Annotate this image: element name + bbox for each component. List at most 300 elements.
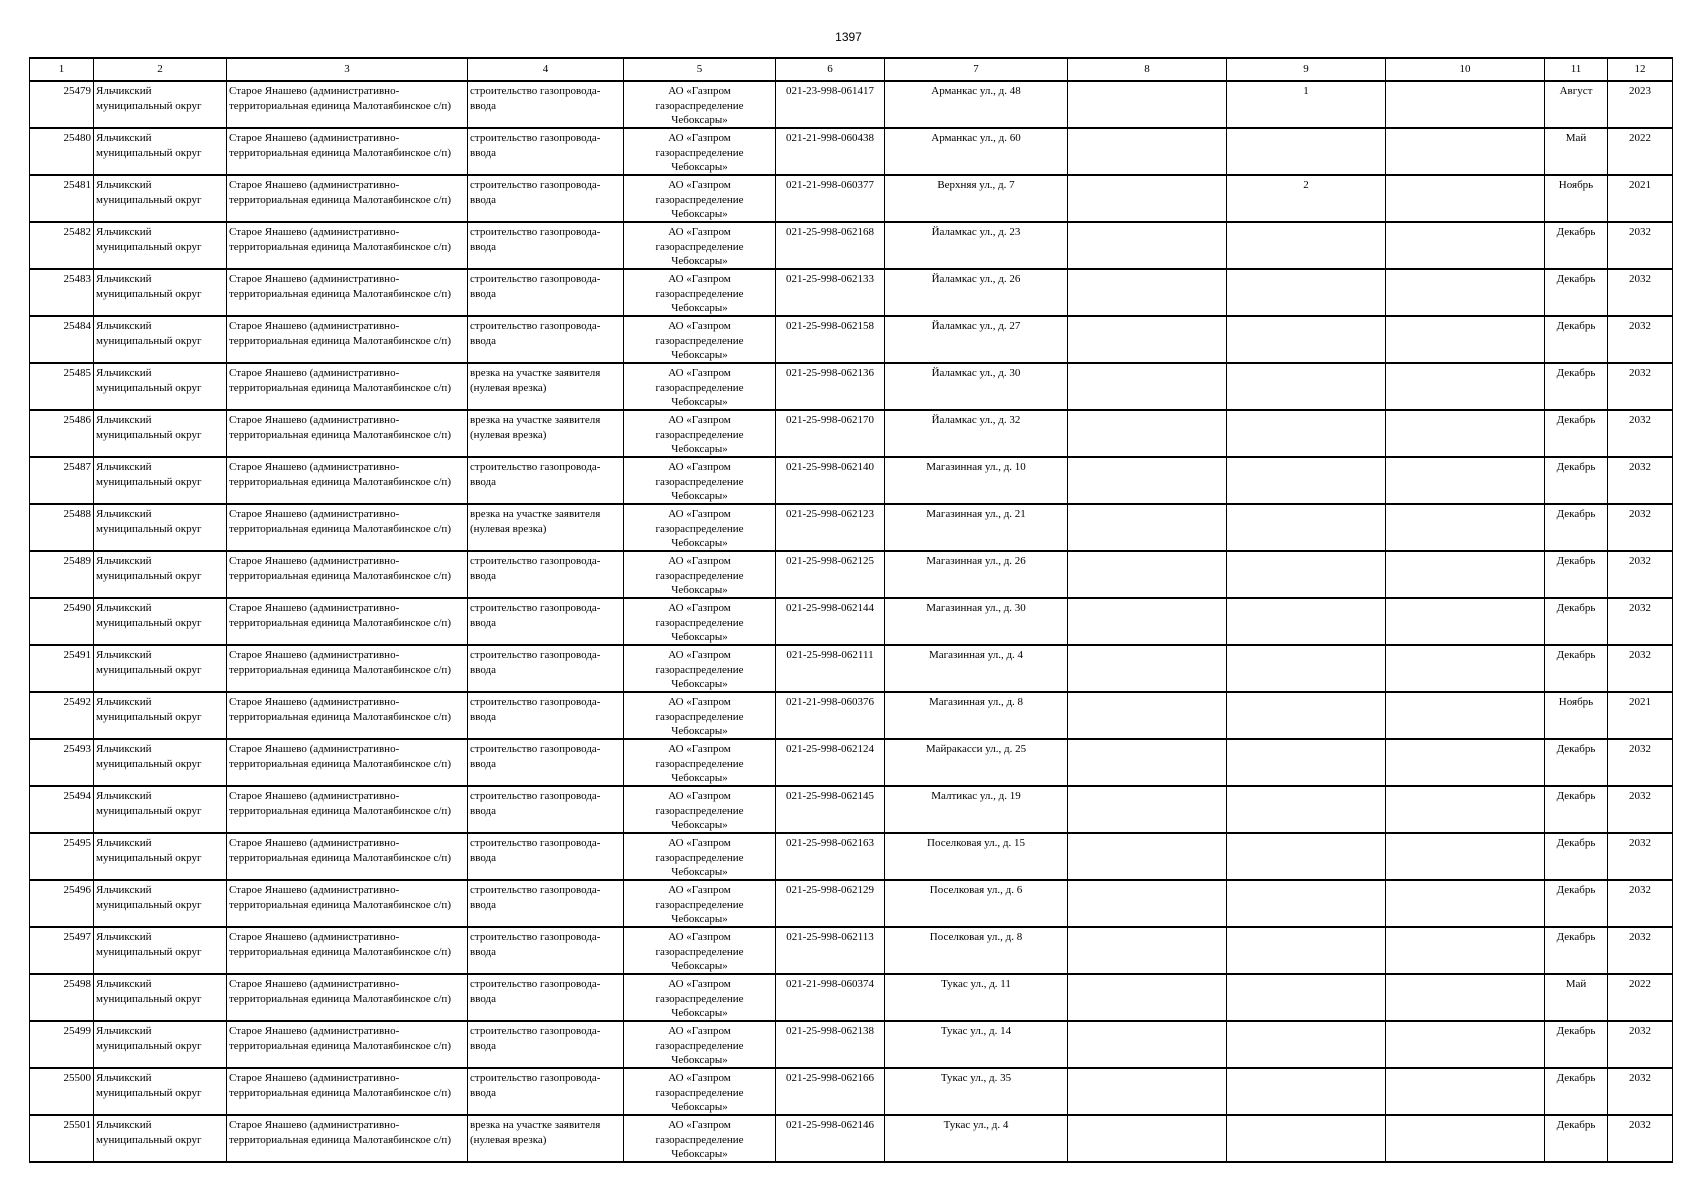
organization-cell-text: АО «Газпром газораспределение Чебоксары» (655, 414, 744, 455)
table-header (30, 58, 1673, 81)
district-cell (94, 504, 227, 551)
district-cell-text: Яльчикский муниципальный округ (96, 978, 202, 1005)
column-9-cell-text (1229, 836, 1383, 879)
locality-cell-text: Старое Янашево (административно-территориальная единица Малотаябинское с/п) (229, 179, 451, 206)
table-row (30, 363, 1673, 410)
month-cell-text: Декабрь (1556, 273, 1596, 285)
row-number-text: 25494 (63, 790, 91, 802)
row-number-text: 25487 (63, 461, 91, 473)
column-10-cell (1386, 316, 1545, 363)
column-10-cell-text (1388, 789, 1542, 832)
column-9-cell-text (1229, 366, 1383, 409)
row-number (30, 598, 94, 645)
address-cell-text: Арманкас ул., д. 60 (931, 132, 1021, 144)
work-type-cell (468, 551, 624, 598)
column-9-cell (1227, 363, 1386, 410)
month-cell (1545, 175, 1608, 222)
row-number-text: 25481 (63, 179, 91, 191)
district-cell (94, 128, 227, 175)
column-10-cell (1386, 410, 1545, 457)
column-8-cell (1068, 222, 1227, 269)
column-10-cell-text (1388, 460, 1542, 503)
year-cell-text: 2021 (1629, 179, 1651, 191)
work-type-cell (468, 833, 624, 880)
address-cell-text: Поселковая ул., д. 8 (929, 931, 1023, 943)
year-cell-text: 2022 (1629, 978, 1651, 990)
locality-cell (227, 363, 468, 410)
object-code-cell-text: 021-25-998-062136 (786, 367, 874, 379)
column-8-cell (1068, 833, 1227, 880)
column-8-cell-text (1070, 319, 1224, 362)
row-number-text: 25492 (63, 696, 91, 708)
column-10-cell-text (1388, 1024, 1542, 1067)
object-code-cell (776, 598, 885, 645)
column-8-cell-text (1070, 1024, 1224, 1067)
work-type-cell (468, 974, 624, 1021)
object-code-cell (776, 316, 885, 363)
column-header-9: 9 (1227, 58, 1386, 81)
district-cell (94, 175, 227, 222)
work-type-cell-text: строительство газопровода-ввода (470, 696, 601, 723)
work-type-cell (468, 645, 624, 692)
work-type-cell-text: врезка на участке заявителя (нулевая врезка) (470, 508, 601, 535)
row-number (30, 269, 94, 316)
row-number-text: 25499 (63, 1025, 91, 1037)
address-cell (885, 551, 1068, 598)
address-cell (885, 833, 1068, 880)
organization-cell-text: АО «Газпром газораспределение Чебоксары» (655, 85, 744, 126)
object-code-cell (776, 457, 885, 504)
object-code-cell (776, 692, 885, 739)
object-code-cell (776, 1021, 885, 1068)
column-10-cell (1386, 1068, 1545, 1115)
column-8-cell (1068, 974, 1227, 1021)
row-number (30, 363, 94, 410)
month-cell-text: Декабрь (1556, 743, 1596, 755)
table-row (30, 598, 1673, 645)
district-cell-text: Яльчикский муниципальный округ (96, 837, 202, 864)
column-9-cell-text (1229, 460, 1383, 503)
year-cell (1608, 974, 1673, 1021)
month-cell-text: Декабрь (1556, 414, 1596, 426)
year-cell (1608, 880, 1673, 927)
year-cell-text: 2032 (1629, 743, 1651, 755)
address-cell (885, 81, 1068, 128)
locality-cell-text: Старое Янашево (административно-территориальная единица Малотаябинское с/п) (229, 367, 451, 394)
column-8-cell (1068, 410, 1227, 457)
column-8-cell-text (1070, 84, 1224, 127)
district-cell-text: Яльчикский муниципальный округ (96, 320, 202, 347)
month-cell (1545, 551, 1608, 598)
column-10-cell (1386, 457, 1545, 504)
organization-cell (624, 974, 776, 1021)
district-cell-text: Яльчикский муниципальный округ (96, 649, 202, 676)
row-number (30, 880, 94, 927)
object-code-cell (776, 739, 885, 786)
address-cell (885, 457, 1068, 504)
work-type-cell-text: строительство газопровода-ввода (470, 602, 601, 629)
locality-cell-text: Старое Янашево (административно-территориальная единица Малотаябинское с/п) (229, 978, 451, 1005)
object-code-cell-text: 021-21-998-060438 (786, 132, 874, 144)
organization-cell-text: АО «Газпром газораспределение Чебоксары» (655, 743, 744, 784)
organization-cell (624, 457, 776, 504)
district-cell-text: Яльчикский муниципальный округ (96, 508, 202, 535)
locality-cell-text: Старое Янашево (административно-территориальная единица Малотаябинское с/п) (229, 649, 451, 676)
column-9-cell (1227, 1068, 1386, 1115)
column-8-cell-text (1070, 742, 1224, 785)
column-9-cell-text (1229, 225, 1383, 268)
organization-cell (624, 551, 776, 598)
column-10-cell (1386, 1021, 1545, 1068)
column-9-cell-text (1229, 789, 1383, 832)
table-row (30, 880, 1673, 927)
district-cell-text: Яльчикский муниципальный округ (96, 132, 202, 159)
address-cell-text: Магазинная ул., д. 21 (926, 508, 1026, 520)
object-code-cell-text: 021-25-998-062124 (786, 743, 874, 755)
work-type-cell (468, 269, 624, 316)
column-9-cell (1227, 974, 1386, 1021)
month-cell-text: Декабрь (1556, 461, 1596, 473)
column-9-cell (1227, 410, 1386, 457)
work-type-cell (468, 739, 624, 786)
address-cell (885, 974, 1068, 1021)
column-8-cell-text (1070, 836, 1224, 879)
object-code-cell-text: 021-25-998-062158 (786, 320, 874, 332)
row-number-text: 25496 (63, 884, 91, 896)
address-cell (885, 363, 1068, 410)
organization-cell (624, 175, 776, 222)
object-code-cell-text: 021-25-998-062129 (786, 884, 874, 896)
district-cell-text: Яльчикский муниципальный округ (96, 461, 202, 488)
year-cell (1608, 927, 1673, 974)
table-row (30, 1021, 1673, 1068)
table-row (30, 1068, 1673, 1115)
year-cell-text: 2032 (1629, 790, 1651, 802)
work-type-cell-text: строительство газопровода-ввода (470, 320, 601, 347)
address-cell (885, 786, 1068, 833)
object-code-cell (776, 269, 885, 316)
column-9-cell-text (1229, 601, 1383, 644)
row-number (30, 222, 94, 269)
organization-cell-text: АО «Газпром газораспределение Чебоксары» (655, 649, 744, 690)
year-cell-text: 2023 (1629, 85, 1651, 97)
column-8-cell (1068, 269, 1227, 316)
column-9-cell (1227, 880, 1386, 927)
object-code-cell-text: 021-23-998-061417 (786, 85, 874, 97)
column-10-cell-text (1388, 554, 1542, 597)
district-cell (94, 598, 227, 645)
table-row (30, 410, 1673, 457)
district-cell (94, 222, 227, 269)
district-cell-text: Яльчикский муниципальный округ (96, 226, 202, 253)
column-8-cell (1068, 175, 1227, 222)
column-8-cell (1068, 316, 1227, 363)
table-row (30, 457, 1673, 504)
work-type-cell-text: строительство газопровода-ввода (470, 226, 601, 253)
column-8-cell (1068, 598, 1227, 645)
year-cell-text: 2032 (1629, 884, 1651, 896)
locality-cell-text: Старое Янашево (административно-территориальная единица Малотаябинское с/п) (229, 1025, 451, 1052)
district-cell (94, 974, 227, 1021)
row-number (30, 927, 94, 974)
district-cell (94, 551, 227, 598)
object-code-cell-text: 021-21-998-060374 (786, 978, 874, 990)
organization-cell (624, 410, 776, 457)
month-cell (1545, 1068, 1608, 1115)
district-cell-text: Яльчикский муниципальный округ (96, 602, 202, 629)
row-number-text: 25486 (63, 414, 91, 426)
row-number (30, 81, 94, 128)
page-number: 1397 (835, 30, 862, 44)
address-cell (885, 175, 1068, 222)
column-8-cell (1068, 880, 1227, 927)
year-cell (1608, 1068, 1673, 1115)
row-number-text: 25493 (63, 743, 91, 755)
row-number (30, 128, 94, 175)
column-10-cell-text (1388, 977, 1542, 1020)
address-cell (885, 927, 1068, 974)
year-cell-text: 2032 (1629, 1072, 1651, 1084)
column-10-cell-text (1388, 695, 1542, 738)
year-cell (1608, 739, 1673, 786)
object-code-cell-text: 021-25-998-062168 (786, 226, 874, 238)
row-number-text: 25497 (63, 931, 91, 943)
month-cell-text: Декабрь (1556, 226, 1596, 238)
column-8-cell-text (1070, 601, 1224, 644)
year-cell (1608, 410, 1673, 457)
column-9-cell-text: 2 (1303, 179, 1309, 191)
locality-cell-text: Старое Янашево (административно-территориальная единица Малотаябинское с/п) (229, 931, 451, 958)
organization-cell (624, 269, 776, 316)
district-cell-text: Яльчикский муниципальный округ (96, 696, 202, 723)
address-cell (885, 739, 1068, 786)
district-cell (94, 410, 227, 457)
object-code-cell-text: 021-25-998-062138 (786, 1025, 874, 1037)
organization-cell (624, 128, 776, 175)
row-number (30, 410, 94, 457)
month-cell (1545, 222, 1608, 269)
organization-cell-text: АО «Газпром газораспределение Чебоксары» (655, 273, 744, 314)
column-8-cell (1068, 739, 1227, 786)
column-9-cell (1227, 504, 1386, 551)
column-8-cell-text (1070, 131, 1224, 174)
locality-cell-text: Старое Янашево (административно-территориальная единица Малотаябинское с/п) (229, 555, 451, 582)
month-cell-text: Август (1559, 85, 1593, 97)
locality-cell (227, 739, 468, 786)
column-10-cell (1386, 175, 1545, 222)
column-10-cell (1386, 974, 1545, 1021)
year-cell (1608, 175, 1673, 222)
column-8-cell (1068, 786, 1227, 833)
year-cell-text: 2032 (1629, 602, 1651, 614)
locality-cell-text: Старое Янашево (административно-территориальная единица Малотаябинское с/п) (229, 884, 451, 911)
organization-cell-text: АО «Газпром газораспределение Чебоксары» (655, 320, 744, 361)
address-cell-text: Йаламкас ул., д. 32 (931, 414, 1021, 426)
column-8-cell (1068, 457, 1227, 504)
work-type-cell-text: строительство газопровода-ввода (470, 85, 601, 112)
year-cell-text: 2032 (1629, 414, 1651, 426)
row-number (30, 739, 94, 786)
column-8-cell (1068, 81, 1227, 128)
column-9-cell (1227, 598, 1386, 645)
month-cell-text: Декабрь (1556, 367, 1596, 379)
month-cell-text: Май (1565, 132, 1587, 144)
address-cell (885, 645, 1068, 692)
column-10-cell-text (1388, 1118, 1542, 1161)
locality-cell (227, 692, 468, 739)
address-cell-text: Йаламкас ул., д. 26 (931, 273, 1021, 285)
column-9-cell-text (1229, 1118, 1383, 1161)
work-type-cell-text: строительство газопровода-ввода (470, 978, 601, 1005)
object-code-cell (776, 1068, 885, 1115)
work-type-cell-text: строительство газопровода-ввода (470, 743, 601, 770)
locality-cell (227, 551, 468, 598)
work-type-cell (468, 175, 624, 222)
object-code-cell (776, 81, 885, 128)
address-cell-text: Магазинная ул., д. 8 (928, 696, 1024, 708)
column-9-cell-text (1229, 319, 1383, 362)
object-code-cell (776, 974, 885, 1021)
organization-cell-text: АО «Газпром газораспределение Чебоксары» (655, 555, 744, 596)
work-type-cell (468, 128, 624, 175)
year-cell (1608, 81, 1673, 128)
object-code-cell-text: 021-25-998-062113 (786, 931, 874, 943)
locality-cell-text: Старое Янашево (административно-территориальная единица Малотаябинское с/п) (229, 461, 451, 488)
object-code-cell-text: 021-21-998-060377 (786, 179, 874, 191)
column-8-cell-text (1070, 460, 1224, 503)
object-code-cell (776, 410, 885, 457)
column-10-cell (1386, 81, 1545, 128)
column-8-cell-text (1070, 554, 1224, 597)
column-8-cell (1068, 504, 1227, 551)
year-cell-text: 2032 (1629, 508, 1651, 520)
object-code-cell (776, 1115, 885, 1162)
district-cell-text: Яльчикский муниципальный округ (96, 555, 202, 582)
month-cell (1545, 927, 1608, 974)
table-body (30, 81, 1673, 1162)
district-cell-text: Яльчикский муниципальный округ (96, 1119, 202, 1146)
month-cell-text: Декабрь (1556, 320, 1596, 332)
column-9-cell (1227, 269, 1386, 316)
column-9-cell (1227, 692, 1386, 739)
column-8-cell-text (1070, 695, 1224, 738)
organization-cell-text: АО «Газпром газораспределение Чебоксары» (655, 367, 744, 408)
address-cell (885, 598, 1068, 645)
address-cell (885, 880, 1068, 927)
district-cell-text: Яльчикский муниципальный округ (96, 367, 202, 394)
row-number-text: 25500 (63, 1072, 91, 1084)
table-row (30, 645, 1673, 692)
year-cell-text: 2032 (1629, 461, 1651, 473)
month-cell (1545, 363, 1608, 410)
locality-cell (227, 786, 468, 833)
table-row (30, 551, 1673, 598)
locality-cell-text: Старое Янашево (административно-территориальная единица Малотаябинское с/п) (229, 602, 451, 629)
organization-cell (624, 81, 776, 128)
locality-cell (227, 598, 468, 645)
year-cell-text: 2032 (1629, 931, 1651, 943)
locality-cell-text: Старое Янашево (административно-территориальная единица Малотаябинское с/п) (229, 226, 451, 253)
column-8-cell-text (1070, 1118, 1224, 1161)
work-type-cell-text: врезка на участке заявителя (нулевая врезка) (470, 367, 601, 394)
year-cell (1608, 128, 1673, 175)
district-cell-text: Яльчикский муниципальный округ (96, 884, 202, 911)
month-cell (1545, 786, 1608, 833)
work-type-cell (468, 1115, 624, 1162)
district-cell (94, 880, 227, 927)
column-9-cell (1227, 175, 1386, 222)
column-10-cell-text (1388, 1071, 1542, 1114)
address-cell-text: Майракасси ул., д. 25 (925, 743, 1027, 755)
locality-cell-text: Старое Янашево (административно-территориальная единица Малотаябинское с/п) (229, 790, 451, 817)
address-cell (885, 222, 1068, 269)
organization-cell-text: АО «Газпром газораспределение Чебоксары» (655, 1119, 744, 1160)
column-10-cell-text (1388, 836, 1542, 879)
month-cell-text: Декабрь (1556, 649, 1596, 661)
row-number-text: 25501 (63, 1119, 91, 1131)
object-code-cell-text: 021-25-998-062140 (786, 461, 874, 473)
district-cell (94, 363, 227, 410)
month-cell (1545, 692, 1608, 739)
year-cell-text: 2021 (1629, 696, 1651, 708)
table-row (30, 222, 1673, 269)
column-8-cell (1068, 551, 1227, 598)
object-code-cell-text: 021-25-998-062111 (786, 649, 874, 661)
organization-cell-text: АО «Газпром газораспределение Чебоксары» (655, 978, 744, 1019)
row-number (30, 645, 94, 692)
month-cell (1545, 645, 1608, 692)
row-number-text: 25498 (63, 978, 91, 990)
locality-cell (227, 175, 468, 222)
locality-cell (227, 504, 468, 551)
organization-cell (624, 504, 776, 551)
month-cell (1545, 598, 1608, 645)
locality-cell-text: Старое Янашево (административно-территориальная единица Малотаябинское с/п) (229, 85, 451, 112)
row-number (30, 175, 94, 222)
row-number-text: 25483 (63, 273, 91, 285)
column-8-cell (1068, 1021, 1227, 1068)
locality-cell (227, 1068, 468, 1115)
column-10-cell (1386, 880, 1545, 927)
column-10-cell (1386, 1115, 1545, 1162)
year-cell (1608, 833, 1673, 880)
table-row (30, 786, 1673, 833)
address-cell (885, 504, 1068, 551)
column-10-cell-text (1388, 648, 1542, 691)
organization-cell-text: АО «Газпром газораспределение Чебоксары» (655, 508, 744, 549)
row-number-text: 25489 (63, 555, 91, 567)
district-cell (94, 1068, 227, 1115)
district-cell-text: Яльчикский муниципальный округ (96, 743, 202, 770)
column-8-cell-text (1070, 366, 1224, 409)
column-10-cell (1386, 692, 1545, 739)
column-10-cell (1386, 598, 1545, 645)
column-9-cell-text (1229, 742, 1383, 785)
locality-cell (227, 1115, 468, 1162)
object-code-cell-text: 021-25-998-062163 (786, 837, 874, 849)
object-code-cell (776, 128, 885, 175)
row-number-text: 25482 (63, 226, 91, 238)
column-header-7: 7 (885, 58, 1068, 81)
column-9-cell (1227, 81, 1386, 128)
column-10-cell-text (1388, 366, 1542, 409)
month-cell (1545, 739, 1608, 786)
district-cell (94, 833, 227, 880)
work-type-cell-text: строительство газопровода-ввода (470, 273, 601, 300)
locality-cell (227, 316, 468, 363)
column-10-cell-text (1388, 272, 1542, 315)
column-9-cell-text (1229, 554, 1383, 597)
